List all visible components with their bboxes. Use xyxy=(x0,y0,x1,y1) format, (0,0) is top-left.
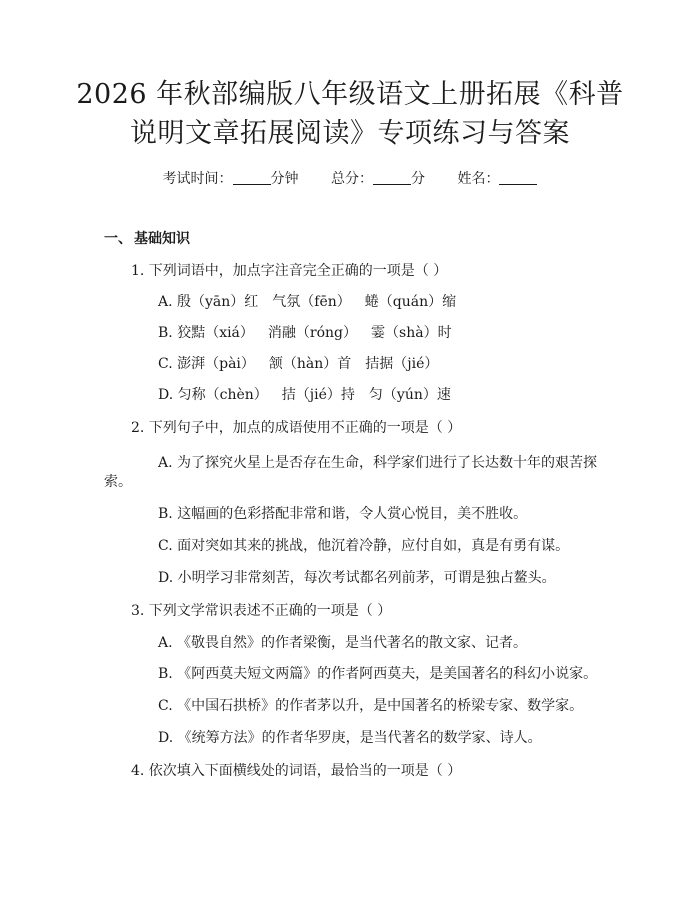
question-2-option-d: D. 小明学习非常刻苦，每次考试都名列前茅，可谓是独占鳌头。 xyxy=(158,570,556,586)
question-3-stem: 3. 下列文学常识表述不正确的一项是（ ） xyxy=(131,603,392,619)
name-blank[interactable] xyxy=(499,170,537,185)
question-2-option-a: A. 为了探究火星上是否存在生命，科学家们进行了长达数十年的艰苦探 xyxy=(158,455,598,471)
option-part: D. 匀称（chèn） xyxy=(158,387,268,403)
score-blank[interactable] xyxy=(373,170,411,185)
score-label: 总分： xyxy=(331,171,373,187)
question-4-stem: 4. 依次填入下面横线处的词语，最恰当的一项是（ ） xyxy=(131,763,462,779)
option-part: B. 狡黠（xiá） xyxy=(158,325,254,341)
question-3-option-d: D. 《统筹方法》的作者华罗庚，是当代著名的数学家、诗人。 xyxy=(158,730,542,746)
question-1-option-b xyxy=(158,324,452,342)
question-1-option-c xyxy=(158,355,438,373)
name-label: 姓名： xyxy=(457,171,500,187)
section-heading xyxy=(104,228,190,248)
question-1-option-d xyxy=(158,386,451,404)
time-label: 考试时间： xyxy=(162,171,233,187)
option-part: 蜷（quán）缩 xyxy=(364,294,457,310)
question-1-option-a xyxy=(158,293,456,311)
question-2-option-b: B. 这幅画的色彩搭配非常和谐，令人赏心悦目，美不胜收。 xyxy=(158,506,528,522)
option-part: 气氛（fēn） xyxy=(272,294,351,310)
section-title: 基础知识 xyxy=(134,231,190,247)
time-blank[interactable] xyxy=(233,170,271,185)
question-3-option-c: C. 《中国石拱桥》的作者茅以升，是中国著名的桥梁专家、数学家。 xyxy=(158,698,584,714)
section-number: 一、 xyxy=(104,231,132,247)
option-part: 颔（hàn）首 xyxy=(268,356,352,372)
option-part: 霎（shà）时 xyxy=(371,325,452,341)
question-3-option-b: B. 《阿西莫夫短文两篇》的作者阿西莫夫，是美国著名的科幻小说家。 xyxy=(158,666,598,682)
question-2-stem: 2. 下列句子中，加点的成语使用不正确的一项是（ ） xyxy=(131,420,462,436)
exam-time xyxy=(163,170,299,188)
exam-score xyxy=(331,170,425,188)
question-2-option-a-continued: 索。 xyxy=(104,474,132,490)
option-part: C. 澎湃（pài） xyxy=(158,356,255,372)
option-part: 拮据（jié） xyxy=(365,356,439,372)
question-3-option-a: A. 《敬畏自然》的作者梁衡，是当代著名的散文家、记者。 xyxy=(158,635,528,651)
document-title-line-2: 说明文章拓展阅读》专项练习与答案 xyxy=(130,118,570,149)
option-part: A. 殷（yān）红 xyxy=(158,294,259,310)
question-1-stem: 1. 下列词语中，加点字注音完全正确的一项是（ ） xyxy=(131,263,448,279)
document-title-line-1: 2026 年秋部编版八年级语文上册拓展《科普 xyxy=(76,79,624,110)
exam-meta xyxy=(0,170,700,188)
time-unit: 分钟 xyxy=(270,171,299,187)
option-part: 拮（jié）持 xyxy=(281,387,355,403)
option-part: 消融（róng） xyxy=(267,325,358,341)
exam-name xyxy=(457,170,537,188)
question-2-option-c: C. 面对突如其来的挑战，他沉着冷静，应付自如，真是有勇有谋。 xyxy=(158,538,570,554)
score-unit: 分 xyxy=(411,171,425,187)
option-part: 匀（yún）速 xyxy=(368,387,451,403)
